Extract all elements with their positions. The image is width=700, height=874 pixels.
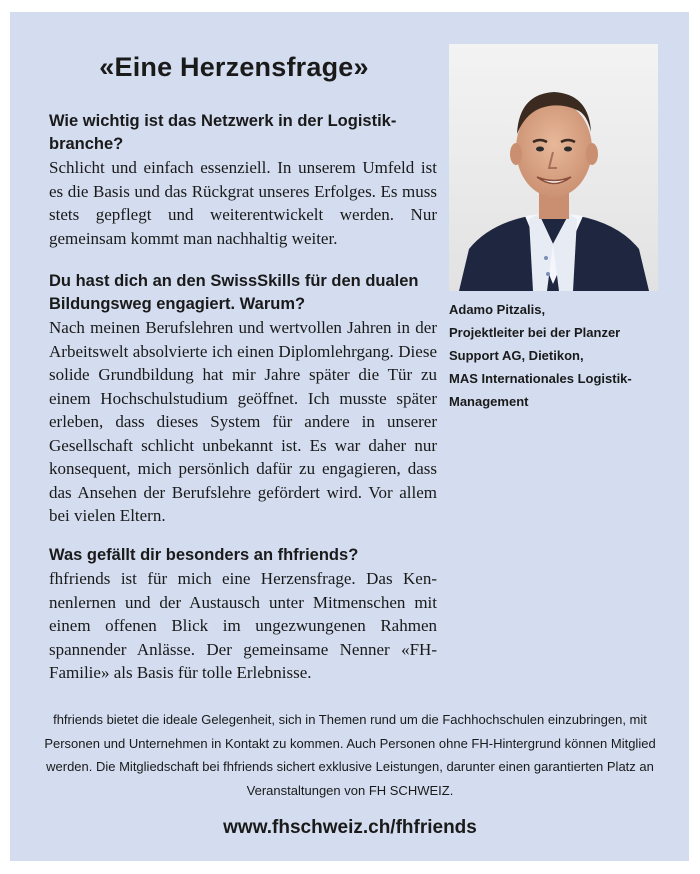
portrait-illustration [449, 44, 658, 291]
answer-fhfriends: fhfriends ist für mich eine Herzensfrage. Das Kennenlernen und der Austausch unter Mitmenschen mit einem offenen Blick im ungezwungenen Rahmen spannender Anlässe. Der gemeinsame Nenner «FH-Familie» als Basis für tolle Erlebnisse. [49, 569, 437, 682]
caption-company: Support AG, Dietikon, [449, 348, 584, 363]
membership-info: fhfriends bietet die ideale Gelegenheit, sich in Themen rund um die Fachhochschulen einzubringen, mit Personen und Unternehmen in Kontakt zu kommen. Auch Personen ohne FH-Hintergrund können Mitglied werden. Die Mitgliedschaft bei fhfriends sichert exklusive Leistungen, darunter einen garantierten Platz an Veranstaltungen von FH SCHWEIZ. [44, 712, 656, 798]
info-box [10, 12, 689, 861]
answer-network: Schlicht und einfach essenziell. In unserem Umfeld ist es die Basis und das Rückgrat unseres Erfolges. Es muss stets gepflegt und weiterentwickelt werden. Nur gemeinsam kommt man nachhaltig weiter. [49, 158, 437, 248]
qa-item-network [49, 110, 437, 250]
website-link[interactable]: www.fhschweiz.ch/fhfriends [223, 817, 477, 838]
portrait-caption [449, 298, 679, 413]
caption-degree-cont: Management [449, 394, 529, 409]
caption-role: Projektleiter bei der Planzer [449, 325, 621, 340]
portrait-photo [449, 44, 658, 291]
caption-degree: MAS Internationales Logistik- [449, 371, 632, 386]
qa-item-fhfriends [49, 544, 437, 685]
question-fhfriends: Was gefällt dir besonders an fhfriends? [49, 546, 359, 564]
question-network: Wie wichtig ist das Netzwerk in der Logistikbranche? [49, 112, 397, 153]
qa-item-swissskills [49, 270, 437, 528]
question-swissskills: Du hast dich an den SwissSkills für den dualen Bildungsweg engagiert. Warum? [49, 272, 419, 313]
article-title: «Eine Herzensfrage» [99, 52, 369, 82]
caption-name: Adamo Pitzalis, [449, 302, 546, 317]
answer-swissskills: Nach meinen Berufslehren und wertvollen Jahren in der Arbeitswelt absolvierte ich einen Diplomlehrgang. Diese solide Grundbildung hat mir Jahre später die Tür zu einem Hochschulstudium geöffnet. Ich musste später erleben, dass dieses System für andere in unserer Gesellschaft schlicht unbekannt ist. Es war daher nur konsequent, mich persönlich dafür zu engagieren, dass das Ansehen der Berufslehre gefördert wird. Vor allem bei vielen Eltern. [49, 318, 437, 525]
